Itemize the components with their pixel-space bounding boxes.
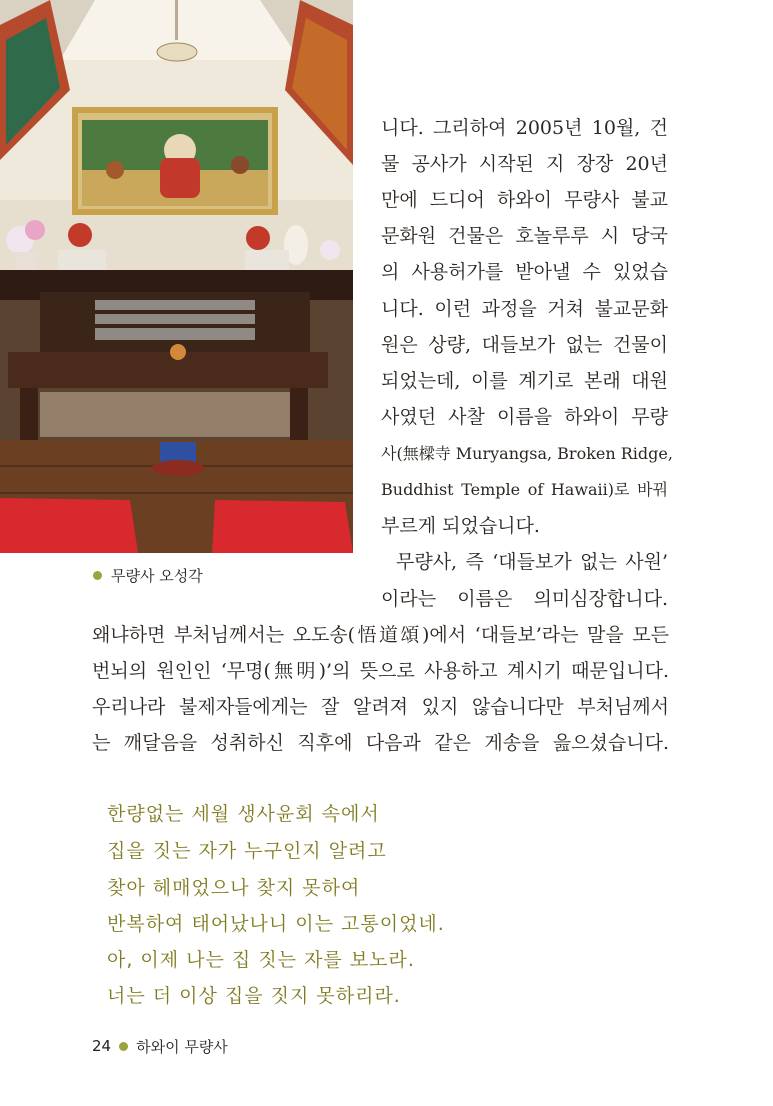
footer-bullet-icon	[119, 1042, 128, 1051]
body-line: Buddhist Temple of Hawaii)로 바꿔	[381, 480, 668, 499]
body-line: 무량사, 즉 ‘대들보가 없는 사원’	[396, 551, 668, 573]
book-title: 하와이 무량사	[136, 1037, 228, 1056]
body-line: 만에 드디어 하와이 무량사 불교	[381, 189, 668, 211]
page-footer	[92, 1034, 228, 1058]
poem-line: 너는 더 이상 집을 짓지 못하리라.	[107, 985, 401, 1007]
body-line: 이라는 이름은 의미심장합니다.	[381, 588, 668, 610]
body-line: 왜냐하면 부처님께서는 오도송(悟道頌)에서 ‘대들보’라는 말을 모든	[92, 624, 669, 646]
caption-bullet-icon	[93, 571, 102, 580]
body-line: 니다. 이런 과정을 거쳐 불교문화	[381, 298, 668, 320]
body-line: 부르게 되었습니다.	[381, 515, 540, 537]
photo-caption	[93, 563, 203, 587]
body-line: 니다. 그리하여 2005년 10월, 건	[381, 117, 668, 139]
poem-line: 집을 짓는 자가 누구인지 알려고	[107, 840, 387, 862]
page-number: 24	[92, 1037, 112, 1055]
poem-line: 한량없는 세월 생사윤회 속에서	[107, 803, 380, 825]
body-line: 사(無樑寺 Muryangsa, Broken Ridge,	[381, 444, 673, 463]
poem-line: 반복하여 태어났나니 이는 고통이었네.	[107, 913, 445, 935]
body-line: 우리나라 불제자들에게는 잘 알려져 있지 않습니다만 부처님께서	[92, 696, 669, 718]
body-line: 물 공사가 시작된 지 장장 20년	[381, 153, 668, 175]
body-line: 문화원 건물은 호놀루루 시 당국	[381, 225, 668, 247]
altar-photo	[0, 0, 353, 553]
body-line: 의 사용허가를 받아낼 수 있었습	[381, 261, 668, 283]
body-line: 는 깨달음을 성취하신 직후에 다음과 같은 게송을 읊으셨습니다.	[92, 732, 669, 754]
poem-line: 아, 이제 나는 집 짓는 자를 보노라.	[107, 949, 415, 971]
caption-text: 무량사 오성각	[111, 566, 203, 585]
body-line: 번뇌의 원인인 ‘무명(無明)’의 뜻으로 사용하고 계시기 때문입니다.	[92, 660, 669, 682]
poem-line: 찾아 헤매었으나 찾지 못하여	[107, 877, 361, 899]
body-line: 사였던 사찰 이름을 하와이 무량	[381, 406, 668, 428]
body-line: 원은 상량, 대들보가 없는 건물이	[381, 334, 668, 356]
altar-photo-illustration	[0, 0, 353, 553]
body-line: 되었는데, 이를 계기로 본래 대원	[381, 370, 668, 392]
